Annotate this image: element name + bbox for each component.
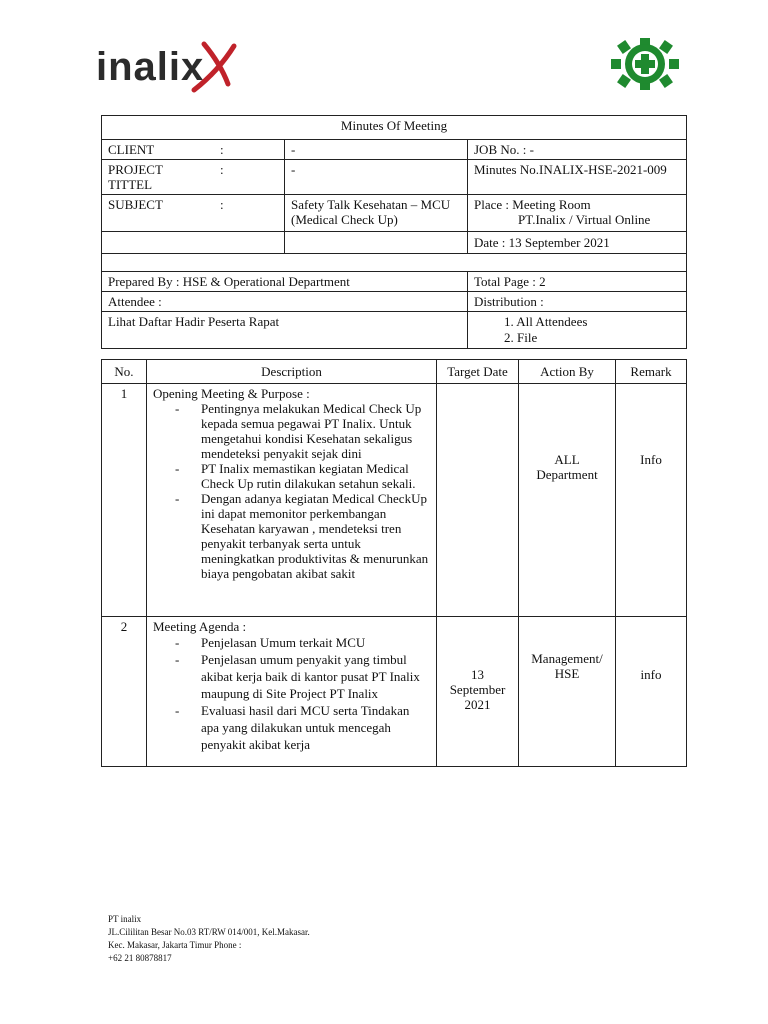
header-action-by: Action By: [519, 360, 616, 384]
subject-value: Safety Talk Kesehatan – MCU: [291, 197, 451, 212]
spacer-row: [102, 254, 687, 272]
client-label: CLIENT: [108, 142, 155, 157]
colon: :: [220, 162, 224, 177]
subject-value-2: (Medical Check Up): [291, 212, 398, 227]
safety-gear-icon: [607, 38, 683, 90]
table-row: [102, 617, 687, 767]
subject-label: SUBJECT: [108, 197, 163, 212]
list-item: - Dengan adanya kegiatan Medical CheckUp ini dapat memonitor perkembangan Kesehatan karyawan , mendeteksi tren penyakit terbanyak serta untuk meningkatkan produktivitas & menurunkan biaya pengobatan akibat sakit: [175, 491, 430, 581]
row-target-date: 13 September 2021: [437, 617, 519, 767]
meeting-date: Date : 13 September 2021: [468, 232, 687, 254]
attendee-value: Lihat Daftar Hadir Peserta Rapat: [102, 312, 468, 349]
footer-line: PT inalix: [108, 914, 142, 924]
list-item: - PT Inalix memastikan kegiatan Medical Check Up rutin dilakukan setahun sekali.: [175, 461, 430, 491]
colon: :: [220, 197, 224, 212]
list-item: - Evaluasi hasil dari MCU serta Tindakan apa yang dilakukan untuk mencegah penyakit akibat kerja: [175, 702, 430, 753]
footer-line: +62 21 80878817: [108, 953, 172, 963]
title-row: [102, 116, 687, 140]
total-page: Total Page : 2: [468, 272, 687, 292]
header-remark: Remark: [616, 360, 687, 384]
row-remark: info: [616, 617, 687, 767]
project-label: PROJECT: [108, 162, 163, 177]
job-number: JOB No. : -: [468, 140, 687, 160]
footer-line: Kec. Makasar, Jakarta Timur Phone :: [108, 940, 242, 950]
attendee-label: Attendee :: [102, 292, 468, 312]
attendee-row: [102, 312, 687, 349]
date-row: [102, 232, 687, 254]
place-label: Place : Meeting Room: [474, 197, 591, 212]
prepared-by: Prepared By : HSE & Operational Department: [102, 272, 468, 292]
meeting-info-table: [101, 115, 687, 349]
document-title: Minutes Of Meeting: [102, 116, 687, 140]
inalix-logo: [96, 40, 238, 94]
place-value: PT.Inalix / Virtual Online: [518, 212, 651, 227]
project-value: -: [285, 160, 468, 195]
row-action-by: Management/ HSE: [519, 617, 616, 767]
distribution-list: [474, 314, 680, 346]
colon: :: [220, 142, 224, 157]
row-action-by: ALL Department: [519, 384, 616, 617]
distribution-item: 2. File: [504, 330, 538, 345]
row-title: Meeting Agenda :: [153, 619, 247, 634]
row-target-date: [437, 384, 519, 617]
distribution-item: 1. All Attendees: [504, 314, 588, 329]
project-row: [102, 160, 687, 195]
footer-address: [108, 913, 310, 965]
distribution-label: Distribution :: [468, 292, 687, 312]
project-label-2: TITTEL: [108, 177, 153, 192]
agenda-header-row: [102, 360, 687, 384]
header-no: No.: [102, 360, 147, 384]
inalix-logo-text: inalix: [96, 45, 205, 89]
prepared-row: [102, 272, 687, 292]
row-no: 1: [102, 384, 147, 617]
footer-line: JL.Cililitan Besar No.03 RT/RW 014/001, Kel.Makasar.: [108, 927, 310, 937]
table-row: [102, 384, 687, 617]
header-target-date: Target Date: [437, 360, 519, 384]
row-bullets: [153, 634, 430, 753]
row-title: Opening Meeting & Purpose :: [153, 386, 310, 401]
minutes-number: Minutes No.INALIX-HSE-2021-009: [468, 160, 687, 195]
agenda-table: [101, 359, 687, 767]
list-item: - Penjelasan umum penyakit yang timbul akibat kerja baik di kantor pusat PT Inalix maupung di Site Project PT Inalix: [175, 651, 430, 702]
client-row: [102, 140, 687, 160]
row-no: 2: [102, 617, 147, 767]
subject-row: [102, 195, 687, 232]
header-description: Description: [147, 360, 437, 384]
list-item: - Penjelasan Umum terkait MCU: [175, 634, 430, 651]
attendee-header-row: [102, 292, 687, 312]
row-bullets: [153, 401, 430, 581]
list-item: - Pentingnya melakukan Medical Check Up kepada semua pegawai PT Inalix. Untuk mengetahui kondisi Kesehatan sekaligus mendeteksi penyakit sejak dini: [175, 401, 430, 461]
row-remark: Info: [616, 384, 687, 617]
client-value: -: [285, 140, 468, 160]
